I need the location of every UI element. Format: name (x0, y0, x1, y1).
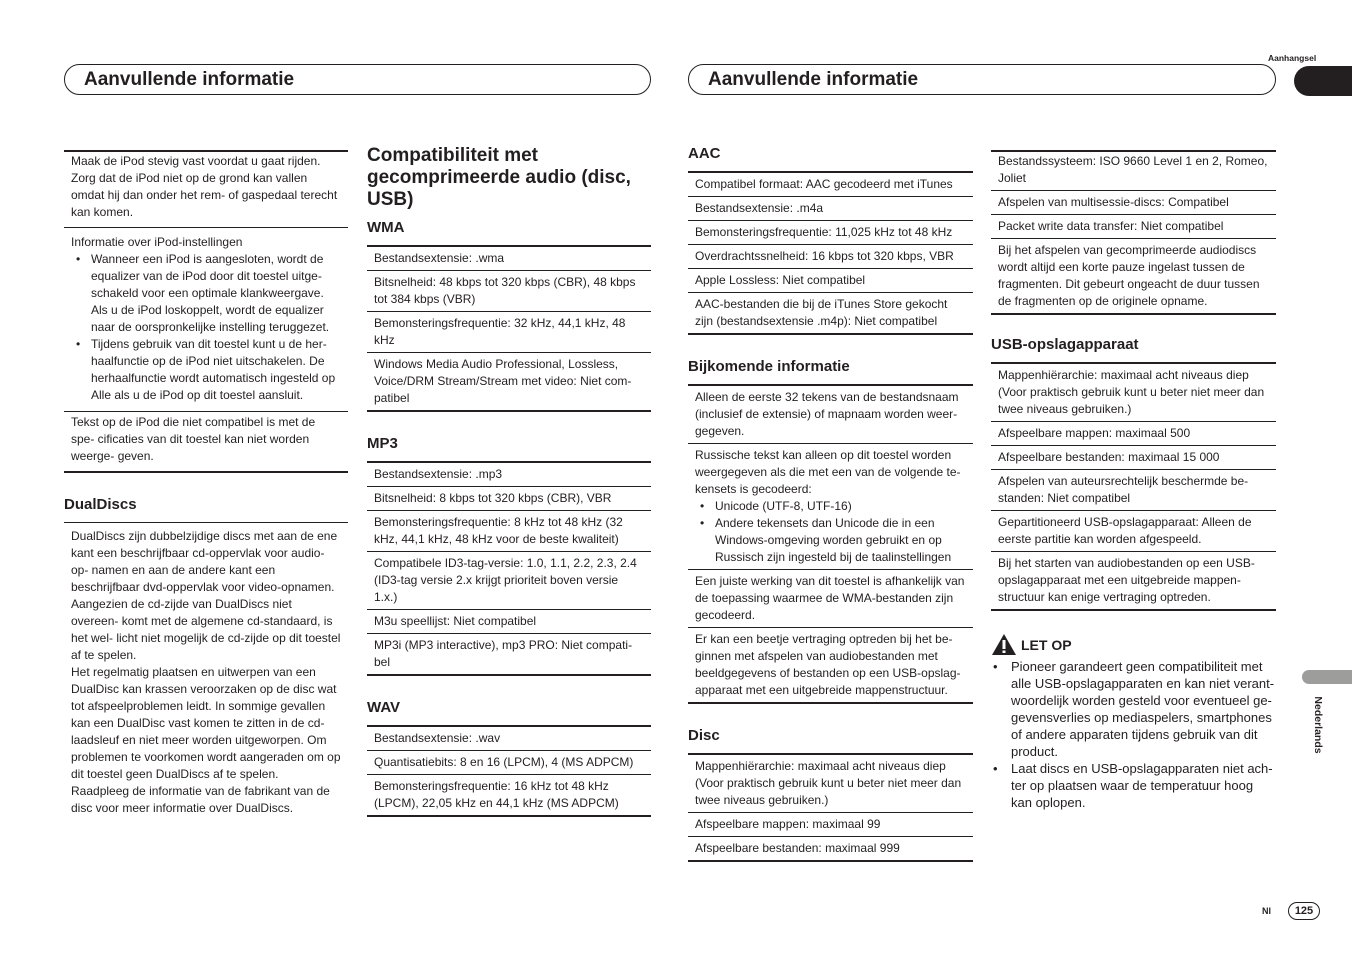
table-row: Bitsnelheid: 48 kbps tot 320 kbps (CBR), 48 kbps tot 384 kbps (VBR) (367, 271, 651, 312)
table-row: Afspeelbare bestanden: maximaal 15 000 (991, 446, 1276, 470)
wav-heading: WAV (367, 699, 401, 716)
ipod-text-note: Tekst op de iPod die niet compatibel is met de spe- cificaties van dit toestel kan niet worden weerge- geven. (64, 412, 348, 473)
caution-block (991, 633, 1276, 811)
page-header-left (64, 64, 651, 95)
usb-table (991, 362, 1276, 611)
wma-heading: WMA (367, 219, 405, 236)
language-code: Nl (1262, 906, 1271, 916)
table-row: Compatibel formaat: AAC gecodeerd met iTunes (688, 173, 973, 197)
mp3-heading: MP3 (367, 435, 398, 452)
section-tab (1294, 66, 1352, 96)
list-item: • Pioneer garandeert geen compatibiliteit met alle USB-opslagapparaten en kan niet verant- woordelijk worden gesteld voor eventueel ge- gevensverlies op mediaspelers, smartphones of andere apparaten tijdens gebruik van dit product. (991, 658, 1276, 760)
table-row: Bestandssysteem: ISO 9660 Level 1 en 2, Romeo, Joliet (991, 152, 1276, 191)
dualdiscs-text (64, 523, 348, 820)
column-4 (991, 150, 1276, 811)
table-row: Bestandsextensie: .m4a (688, 197, 973, 221)
table-row: Mappenhiërarchie: maximaal acht niveaus diep (Voor praktisch gebruik kunt u beter niet meer dan twee niveaus gebruiken.) (991, 364, 1276, 422)
table-row (688, 444, 973, 570)
dualdiscs-box (64, 522, 348, 820)
page-number: 125 (1288, 902, 1320, 920)
wma-table (367, 245, 651, 412)
column-3 (688, 145, 973, 862)
list-item: • Laat discs en USB-opslagapparaten niet ach- ter op plaatsen waar de temperatuur hoog kan oplopen. (991, 760, 1276, 811)
aac-table (688, 171, 973, 335)
caution-title: LET OP (1021, 636, 1072, 653)
paragraph: Het regelmatig plaatsen en uitwerpen van een DualDisc kan krassen veroorzaken op de disc wat tot afspeelproblemen leidt. In sommige gevallen kan een DualDisc vast komen te zitten in de cd- laadsleuf en niet meer worden uitgeworpen. Om problemen te voorkomen wordt aangeraden om op dit toestel geen DualDiscs af te spelen. (71, 665, 341, 781)
extra-info-table (688, 384, 973, 704)
caution-heading (991, 633, 1276, 656)
aac-heading: AAC (688, 145, 721, 162)
table-row: Gepartitioneerd USB-opslagapparaat: Alleen de eerste partitie kan worden afgespeeld. (991, 511, 1276, 552)
paragraph: Russische tekst kan alleen op dit toestel worden weergegeven als die met een van de volgende te- kensets is gecodeerd: (695, 448, 961, 496)
table-row: Bitsnelheid: 8 kbps tot 320 kbps (CBR), VBR (367, 487, 651, 511)
language-side-label: Nederlands (1312, 696, 1324, 754)
table-row: MP3i (MP3 interactive), mp3 PRO: Niet compati- bel (367, 634, 651, 676)
paragraph: DualDiscs zijn dubbelzijdige discs met aan de ene kant een beschrijfbaar cd-oppervlak voor audio-op- namen en aan de andere kant een beschrijfbaar dvd-oppervlak voor video-opnamen. (71, 529, 338, 594)
table-row: Alleen de eerste 32 tekens van de bestandsnaam (inclusief de extensie) of mapnaam worden weer- gegeven. (688, 386, 973, 444)
table-row: Bestandsextensie: .wav (367, 727, 651, 751)
table-row: Overdrachtssnelheid: 16 kbps tot 320 kbps, VBR (688, 245, 973, 269)
section-label: Aanhangsel (1268, 53, 1317, 63)
list-item: • Unicode (UTF-8, UTF-16) (695, 498, 966, 515)
ipod-mount-note: Maak de iPod stevig vast voordat u gaat rijden. Zorg dat de iPod niet op de grond kan vallen omdat hij dan onder het rem- of gaspedaal terecht kan komen. (64, 152, 348, 228)
table-row: Compatibele ID3-tag-versie: 1.0, 1.1, 2.2, 2.3, 2.4 (ID3-tag versie 2.x krijgt prioriteit boven versie 1.x.) (367, 552, 651, 610)
table-row: Een juiste werking van dit toestel is afhankelijk van de toepassing waarmee de WMA-bestanden zijn gecodeerd. (688, 570, 973, 628)
ipod-info-box (64, 150, 348, 473)
list-item: • Andere tekensets dan Unicode die in een Windows-omgeving worden gebruikt en op Russisch zijn ingesteld bij de taalinstellingen (695, 515, 966, 566)
paragraph: Raadpleeg de informatie van de fabrikant van de disc voor meer informatie over DualDiscs. (71, 784, 330, 815)
table-row: Afspelen van auteursrechtelijk beschermde be- standen: Niet compatibel (991, 470, 1276, 511)
mp3-table (367, 461, 651, 676)
list-item: • Tijdens gebruik van dit toestel kunt u de her- haalfunctie op de iPod niet uitschakelen. De herhaalfunctie wordt automatisch ingesteld op Alle als u de iPod op dit toestel aansluit. (71, 336, 341, 404)
page-title-right: Aanvullende informatie (708, 68, 919, 90)
table-row: Afspelen van multisessie-discs: Compatibel (991, 191, 1276, 215)
usb-heading: USB-opslagapparaat (991, 336, 1139, 353)
table-row: Windows Media Audio Professional, Lossless, Voice/DRM Stream/Stream met video: Niet com- patibel (367, 353, 651, 412)
table-row: Bij het starten van audiobestanden op een USB- opslagapparaat met een uitgebreide mappen- structuur kan enige vertraging optreden. (991, 552, 1276, 611)
disc-table (688, 753, 973, 862)
table-row: Mappenhiërarchie: maximaal acht niveaus diep (Voor praktisch gebruik kunt u beter niet meer dan twee niveaus gebruiken.) (688, 755, 973, 813)
table-row: Er kan een beetje vertraging optreden bij het be- ginnen met afspelen van audiobestanden met beeldgegevens of bestanden op een USB-opslag- apparaat met een uitgebreide mappenstructuur. (688, 628, 973, 704)
disc-continued-table (991, 150, 1276, 315)
caution-list (991, 658, 1276, 811)
ipod-settings-title: Informatie over iPod-instellingen (71, 235, 243, 249)
table-row: Bestandsextensie: .mp3 (367, 463, 651, 487)
ipod-settings-cell (64, 228, 348, 412)
paragraph: Aangezien de cd-zijde van DualDiscs niet overeen- komt met de algemene cd-standaard, is het wel- licht niet mogelijk de cd-zijde op dit toestel af te spelen. (71, 597, 341, 662)
column-2 (367, 145, 651, 817)
list-item: • Wanneer een iPod is aangesloten, wordt de equalizer van de iPod door dit toestel uitge- schakeld voor een optimale klankweergave. Als u de iPod loskoppelt, wordt de equalizer naar de oorspronkelijke instelling teruggezet. (71, 251, 341, 336)
table-row: Afspeelbare mappen: maximaal 500 (991, 422, 1276, 446)
compat-heading: Compatibiliteit met gecomprimeerde audio (disc, USB) (367, 145, 631, 210)
table-row: Bemonsteringsfrequentie: 32 kHz, 44,1 kHz, 48 kHz (367, 312, 651, 353)
table-row: Quantisatiebits: 8 en 16 (LPCM), 4 (MS ADPCM) (367, 751, 651, 775)
extra-info-heading: Bijkomende informatie (688, 358, 850, 375)
table-row: AAC-bestanden die bij de iTunes Store gekocht zijn (bestandsextensie .m4p): Niet compatibel (688, 293, 973, 335)
table-row: Bemonsteringsfrequentie: 11,025 kHz tot 48 kHz (688, 221, 973, 245)
warning-icon (991, 633, 1017, 656)
language-tab (1302, 670, 1352, 684)
table-row: Bij het afspelen van gecomprimeerde audiodiscs wordt altijd een korte pauze ingelast tussen de fragmenten. Dit gebeurt ongeacht de duur tussen de fragmenten op de originele opname. (991, 239, 1276, 315)
table-row: Afspeelbare mappen: maximaal 99 (688, 813, 973, 837)
table-row: Bemonsteringsfrequentie: 8 kHz tot 48 kHz (32 kHz, 44,1 kHz, 48 kHz voor de beste kwaliteit) (367, 511, 651, 552)
column-1 (64, 150, 348, 820)
table-row: Packet write data transfer: Niet compatibel (991, 215, 1276, 239)
table-row: Apple Lossless: Niet compatibel (688, 269, 973, 293)
wav-table (367, 725, 651, 817)
dualdiscs-heading: DualDiscs (64, 496, 137, 513)
disc-heading: Disc (688, 727, 720, 744)
page-header-right (688, 64, 1276, 95)
page-title-left: Aanvullende informatie (84, 68, 295, 90)
table-row: Bemonsteringsfrequentie: 16 kHz tot 48 kHz (LPCM), 22,05 kHz en 44,1 kHz (MS ADPCM) (367, 775, 651, 817)
table-row: Afspeelbare bestanden: maximaal 999 (688, 837, 973, 862)
table-row: Bestandsextensie: .wma (367, 247, 651, 271)
table-row: M3u speellijst: Niet compatibel (367, 610, 651, 634)
